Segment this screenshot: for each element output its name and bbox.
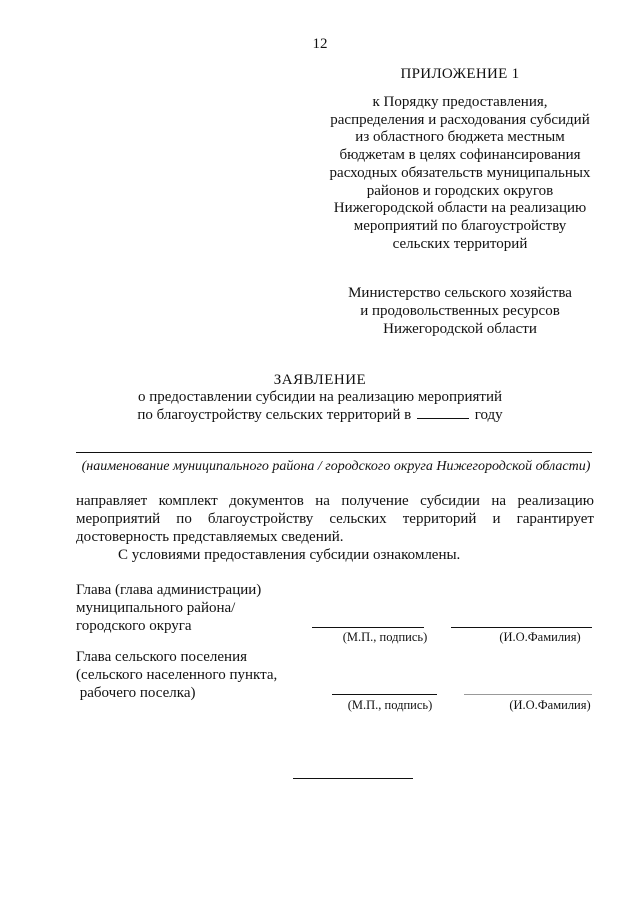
subtitle-line-1: о предоставлении субсидии на реализацию мероприятий	[137, 389, 503, 405]
appendix-line: районов и городских округов	[366, 182, 554, 199]
appendix-description	[300, 94, 620, 253]
appendix-line: сельских территорий	[392, 235, 528, 252]
conditions-acknowledgement: С условиями предоставления субсидии ознакомлены.	[118, 547, 461, 563]
head-settlement-name-line[interactable]	[464, 694, 592, 695]
head-admin-label-line: Глава (глава администрации)	[76, 582, 262, 598]
head-admin-label-line: городского округа	[76, 618, 192, 634]
head-admin-signature-line[interactable]	[312, 627, 424, 628]
head-admin-name-caption: (И.О.Фамилия)	[499, 630, 581, 644]
head-admin-name-line[interactable]	[451, 627, 592, 628]
appendix-line: из областного бюджета местным	[355, 129, 565, 146]
ministry-line: и продовольственных ресурсов	[360, 303, 560, 319]
applicant-name-blank-line[interactable]	[76, 452, 592, 453]
head-settlement-signature-line[interactable]	[332, 694, 437, 695]
head-admin-label-line: муниципального района/	[76, 600, 236, 616]
head-settlement-label-line: Глава сельского поселения	[76, 649, 248, 665]
head-settlement-stamp-caption: (М.П., подпись)	[347, 698, 433, 712]
ministry-line: Нижегородской области	[383, 321, 537, 337]
appendix-line: расходных обязательств муниципальных	[329, 164, 591, 181]
head-admin-label	[76, 581, 316, 635]
appendix-title: ПРИЛОЖЕНИЕ 1	[400, 66, 520, 82]
appendix-line: бюджетам в целях софинансирования	[339, 147, 581, 164]
ministry-addressee	[300, 284, 620, 338]
appendix-line: распределения и расходования субсидий	[330, 111, 590, 128]
ministry-line: Министерство сельского хозяйства	[348, 285, 572, 301]
year-blank-field[interactable]	[417, 406, 469, 419]
head-admin-stamp-caption: (М.П., подпись)	[342, 630, 428, 644]
subtitle-line-2	[60, 406, 580, 424]
head-settlement-label	[76, 648, 316, 702]
statement-title: ЗАЯВЛЕНИЕ	[273, 372, 367, 388]
appendix-line: к Порядку предоставления,	[372, 94, 548, 110]
head-settlement-name-caption: (И.О.Фамилия)	[509, 698, 591, 712]
closing-separator-line	[293, 778, 413, 779]
statement-body-text: направляет комплект документов на получение субсидии на реализацию мероприятий по благоустройству сельских территорий и гарантирует достоверность представляемых сведений.	[76, 493, 594, 545]
subtitle-line-2-suffix: году	[474, 407, 503, 423]
appendix-line: мероприятий по благоустройству	[353, 217, 567, 234]
subtitle-line-2-prefix: по благоустройству сельских территорий в	[137, 407, 412, 423]
applicant-name-caption: (наименование муниципального района / городского округа Нижегородской области)	[81, 459, 591, 474]
head-settlement-label-line: рабочего поселка)	[76, 685, 196, 701]
statement-subtitle	[60, 388, 580, 424]
page-number: 12	[312, 36, 328, 52]
head-settlement-label-line: (сельского населенного пункта,	[76, 667, 278, 683]
appendix-line: Нижегородской области на реализацию	[333, 200, 587, 217]
